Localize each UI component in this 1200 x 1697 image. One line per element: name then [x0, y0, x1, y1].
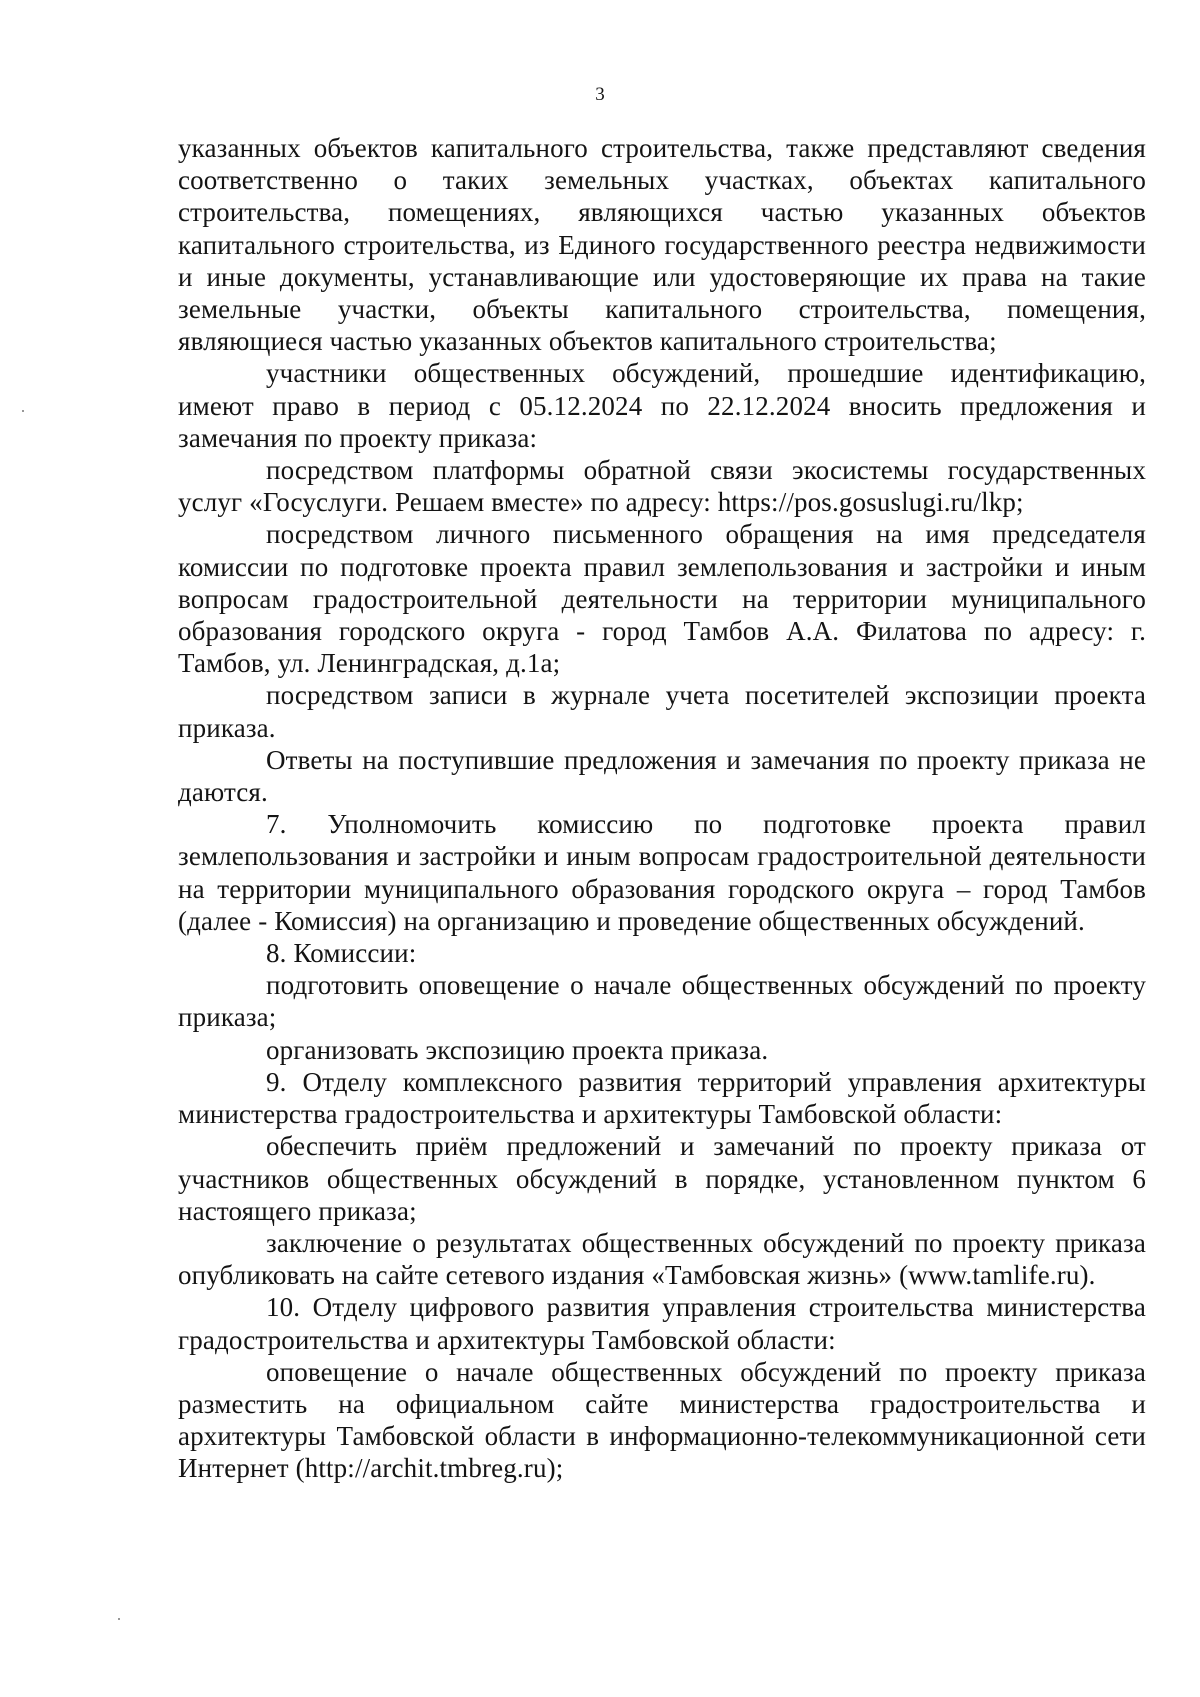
paragraph-6: Ответы на поступившие предложения и замечания по проекту приказа не даются.	[178, 744, 1146, 808]
paragraph-12: обеспечить приём предложений и замечаний по проекту приказа от участников общественных обсуждений в порядке, установленном пунктом 6 настоящего приказа;	[178, 1131, 1146, 1226]
paragraph-1: указанных объектов капитального строительства, также представляют сведения соответственно о таких земельных участках, объектах капитального строительства, помещениях, являющихся частью указанных объектов капитального строительства, из Единого государственного реестра недвижимости и иные документы, устанавливающие или удостоверяющие их права на такие земельные участки, объекты капитального строительства, помещения, являющиеся частью указанных объектов капитального строительства;	[178, 133, 1146, 357]
paragraph-3: посредством платформы обратной связи экосистемы государственных услуг «Госуслуги. Решаем вместе» по адресу: https://pos.gosuslugi.ru/lkp;	[178, 455, 1146, 518]
paragraph-5: посредством записи в журнале учета посетителей экспозиции проекта приказа.	[178, 680, 1146, 743]
paragraph-15: оповещение о начале общественных обсуждений по проекту приказа разместить на официальном сайте министерства градостроительства и архитектуры Тамбовской области в информационно-телекоммуникационной сети Интернет (http://archit.tmbreg.ru);	[178, 1356, 1146, 1484]
paragraph-10: организовать экспозицию проекта приказа.	[266, 1034, 769, 1065]
page-number: 3	[595, 84, 605, 105]
document-body	[178, 132, 1146, 1485]
paragraph-7: 7. Уполномочить комиссию по подготовке проекта правил землепользования и застройки и иным вопросам градостроительной деятельности на территории муниципального образования городского округа – город Тамбов (далее - Комиссия) на организацию и проведение общественных обсуждений.	[178, 809, 1146, 936]
paragraph-14: 10. Отделу цифрового развития управления строительства министерства градостроительства и архитектуры Тамбовской области:	[178, 1292, 1146, 1355]
scan-speck	[22, 410, 24, 412]
paragraph-13: заключение о результатах общественных обсуждений по проекту приказа опубликовать на сайте сетевого издания «Тамбовская жизнь» (www.tamlife.ru).	[178, 1227, 1146, 1291]
paragraph-8: 8. Комиссии:	[266, 938, 417, 969]
paragraph-11: 9. Отделу комплексного развития территорий управления архитектуры министерства градостроительства и архитектуры Тамбовской области:	[178, 1066, 1146, 1130]
paragraph-4: посредством личного письменного обращения на имя председателя комиссии по подготовке проекта правил землепользования и застройки и иным вопросам градостроительной деятельности на территории муниципального образования городского округа - город Тамбов А.А. Филатова по адресу: г. Тамбов, ул. Ленинградская, д.1а;	[178, 519, 1146, 679]
scan-speck	[118, 1618, 120, 1620]
paragraph-9: подготовить оповещение о начале общественных обсуждений по проекту приказа;	[178, 970, 1146, 1033]
paragraph-2: участники общественных обсуждений, прошедшие идентификацию, имеют право в период с 05.12.2024 по 22.12.2024 вносить предложения и замечания по проекту приказа:	[178, 358, 1146, 453]
